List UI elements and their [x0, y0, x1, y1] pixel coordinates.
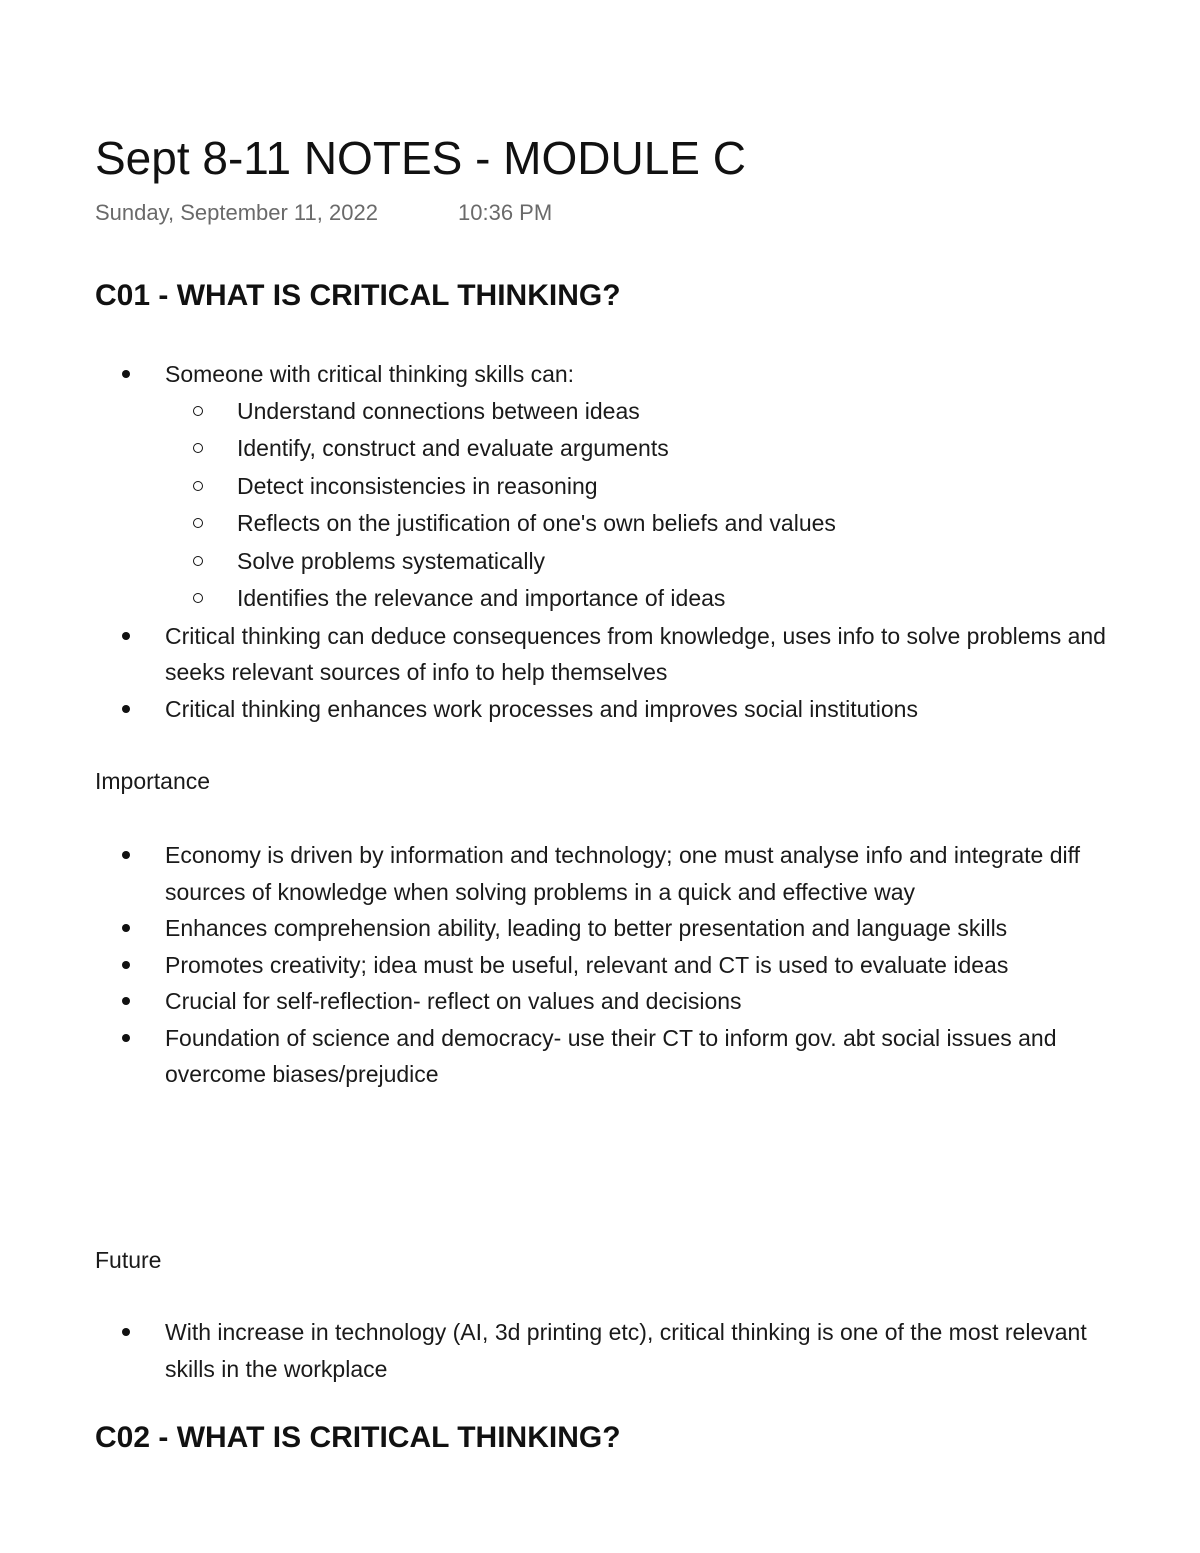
- list-item-text: Foundation of science and democracy- use their CT to inform gov. abt social issues and overcome biases/prejudice: [165, 1024, 1057, 1087]
- note-date: Sunday, September 11, 2022: [95, 200, 378, 225]
- future-list: [0, 1314, 1200, 1387]
- bullet-icon: [122, 1034, 130, 1042]
- circle-bullet-icon: [193, 481, 203, 491]
- circle-bullet-icon: [193, 406, 203, 416]
- bullet-icon: [122, 705, 130, 713]
- list-item-text: Economy is driven by information and technology; one must analyse info and integrate diff sources of knowledge when solving problems in a quick and effective way: [165, 842, 1081, 905]
- list-item: [0, 356, 1200, 618]
- section-heading-c01: C01 - WHAT IS CRITICAL THINKING?: [95, 279, 621, 312]
- page-title: Sept 8-11 NOTES - MODULE C: [95, 132, 746, 184]
- sublist-item: [165, 393, 1110, 431]
- sublist-item: [165, 505, 1110, 543]
- note-time: 10:36 PM: [458, 200, 553, 225]
- sublist-item-text: Identify, construct and evaluate arguments: [237, 435, 669, 461]
- section-heading-c02: C02 - WHAT IS CRITICAL THINKING?: [95, 1421, 621, 1454]
- future-heading: Future: [95, 1247, 162, 1273]
- bullet-icon: [122, 924, 130, 932]
- list-item-text: Enhances comprehension ability, leading to better presentation and language skills: [165, 915, 1008, 941]
- list-item: [0, 1314, 1200, 1387]
- skills-sublist: [165, 393, 1110, 618]
- critical-thinking-list: [0, 356, 1200, 727]
- list-item-text: Someone with critical thinking skills can:: [165, 361, 575, 387]
- sublist-item-text: Understand connections between ideas: [237, 397, 640, 424]
- list-item: [0, 910, 1200, 947]
- list-item-text: Crucial for self-reflection- reflect on values and decisions: [165, 988, 742, 1014]
- importance-list: [0, 837, 1200, 1093]
- sublist-item-text: Identifies the relevance and importance of ideas: [237, 585, 726, 611]
- bullet-icon: [122, 851, 130, 859]
- importance-heading: Importance: [95, 768, 211, 794]
- list-item-text: Promotes creativity; idea must be useful, relevant and CT is used to evaluate ideas: [165, 951, 1009, 978]
- list-item-text: Critical thinking enhances work processes and improves social institutions: [165, 695, 918, 722]
- list-item: [0, 837, 1200, 910]
- list-item: [0, 947, 1200, 984]
- sublist-item-text: Solve problems systematically: [237, 547, 546, 574]
- list-item-text: Critical thinking can deduce consequences from knowledge, uses info to solve problems and seeks relevant sources of info to help themselves: [165, 622, 1106, 685]
- bullet-icon: [122, 1328, 130, 1336]
- sublist-item: [165, 543, 1110, 581]
- bullet-icon: [122, 961, 130, 969]
- sublist-item-text: Detect inconsistencies in reasoning: [237, 472, 598, 499]
- sublist-item-text: Reflects on the justification of one's own beliefs and values: [237, 510, 836, 536]
- circle-bullet-icon: [193, 593, 203, 603]
- sublist-item: [165, 430, 1110, 468]
- list-item: [0, 1020, 1200, 1093]
- list-item: [0, 691, 1200, 728]
- bullet-icon: [122, 632, 130, 640]
- list-item: [0, 983, 1200, 1020]
- circle-bullet-icon: [193, 518, 203, 528]
- sublist-item: [165, 580, 1110, 618]
- list-item: [0, 618, 1200, 691]
- list-item-text: With increase in technology (AI, 3d printing etc), critical thinking is one of the most relevant skills in the workplace: [165, 1319, 1087, 1382]
- circle-bullet-icon: [193, 556, 203, 566]
- bullet-icon: [122, 370, 130, 378]
- sublist-item: [165, 468, 1110, 506]
- circle-bullet-icon: [193, 443, 203, 453]
- bullet-icon: [122, 997, 130, 1005]
